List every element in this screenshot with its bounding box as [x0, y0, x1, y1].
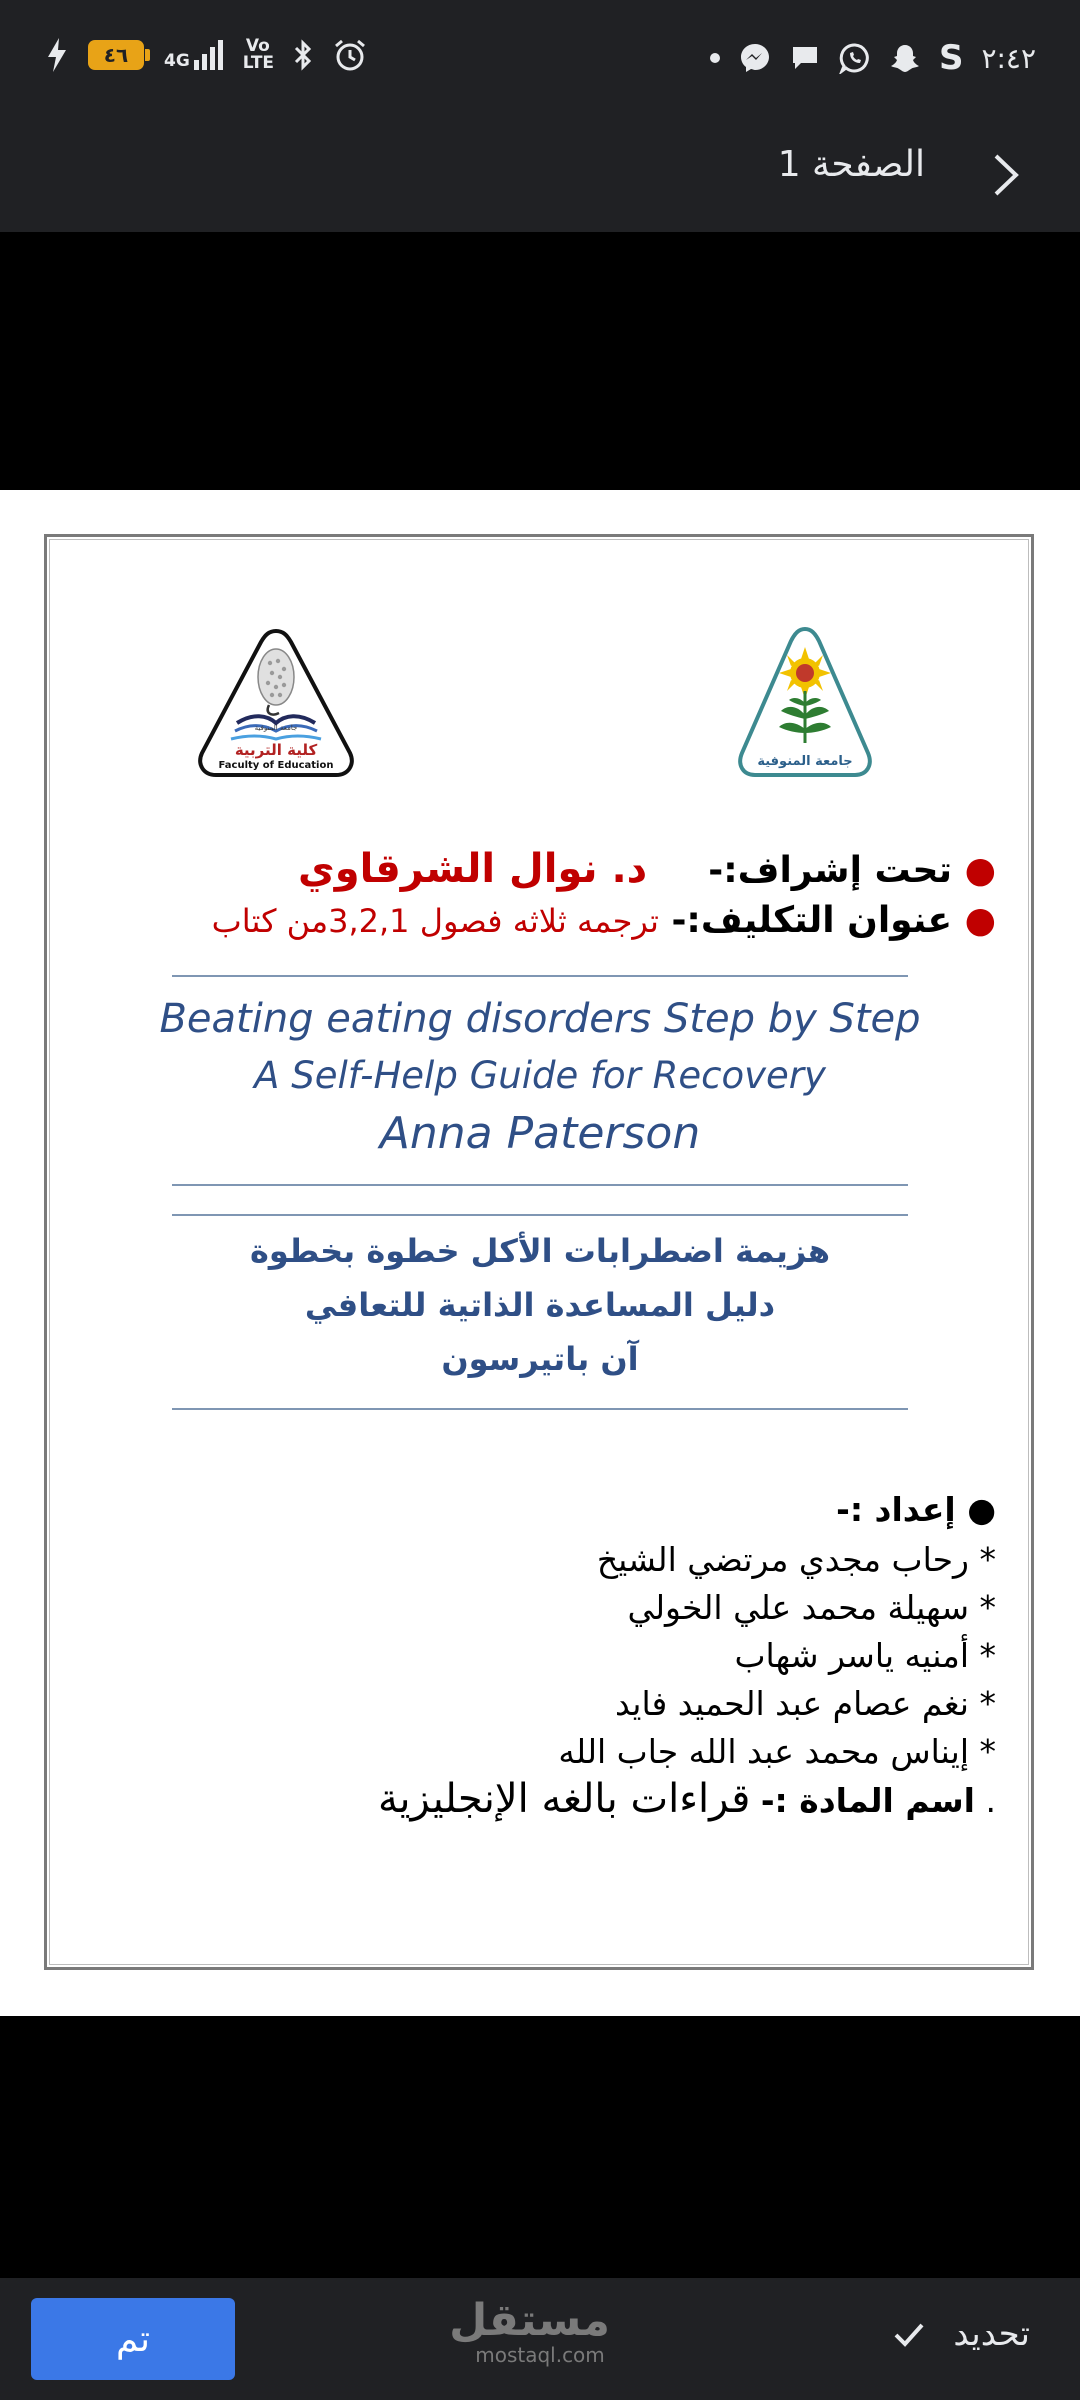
- dot-icon: [709, 52, 721, 64]
- preparer-item: * سهيلة محمد علي الخولي: [627, 1588, 996, 1627]
- checkmark-icon: [891, 2316, 927, 2352]
- divider: [172, 1184, 908, 1186]
- bullet-icon: ●: [964, 900, 996, 941]
- preparer-name: إيناس محمد عبد الله جاب الله: [558, 1732, 969, 1771]
- assignment-line: [212, 900, 996, 941]
- supervision-line: [298, 846, 996, 892]
- network-indicator: [164, 40, 223, 70]
- charging-bolt-icon: [46, 38, 68, 72]
- preparer-name: رحاب مجدي مرتضي الشيخ: [596, 1540, 969, 1579]
- viewer-header: [0, 120, 1080, 232]
- preparer-item: * إيناس محمد عبد الله جاب الله: [558, 1732, 996, 1771]
- prepared-by-line: [836, 1490, 996, 1529]
- watermark-arabic: مستقل: [449, 2295, 610, 2346]
- status-time: ٢:٤٢: [981, 41, 1036, 75]
- preparer-name: سهيلة محمد علي الخولي: [627, 1588, 969, 1627]
- arabic-title-line1: هزيمة اضطرابات الأكل خطوة بخطوة: [249, 1232, 830, 1270]
- bullet-icon: .: [985, 1781, 996, 1820]
- preparer-item: * نغم عصام عبد الحميد فايد: [614, 1684, 996, 1723]
- subject-line: [378, 1776, 996, 1822]
- english-title-line1: Beating eating disorders Step by Step: [159, 996, 921, 1042]
- watermark-english: mostaql.com: [475, 2343, 605, 2367]
- english-title-line2: A Self-Help Guide for Recovery: [254, 1054, 826, 1097]
- s-icon: S: [938, 38, 964, 78]
- supervision-label: تحت إشراف:-: [708, 850, 953, 891]
- arabic-title-line2: دليل المساعدة الذاتية للتعافي: [304, 1286, 776, 1324]
- battery-indicator: ٤٦: [88, 40, 144, 70]
- page-title: الصفحة 1: [777, 144, 925, 185]
- chevron-right-icon[interactable]: [982, 150, 1032, 200]
- status-bar: [0, 0, 1080, 120]
- snapchat-icon: [889, 42, 921, 74]
- bullet-icon: ●: [967, 1490, 996, 1529]
- assignment-label: عنوان التكليف:-: [671, 900, 953, 941]
- logo-left-arabic-text: كلية التربية: [234, 741, 318, 759]
- network-type: 4G: [164, 51, 190, 71]
- signal-icon: [194, 40, 223, 70]
- bottom-bar: [0, 2278, 1080, 2400]
- preparer-name: نغم عصام عبد الحميد فايد: [614, 1684, 969, 1723]
- preparer-item: * رحاب مجدي مرتضي الشيخ: [596, 1540, 996, 1579]
- volte-indicator: Vo LTE: [242, 36, 275, 73]
- supervisor-name: د. نوال الشرقاوي: [298, 846, 648, 892]
- logo-left-univ-text: جامعة المنوفية: [254, 724, 298, 732]
- messenger-icon: [739, 42, 771, 74]
- preparer-item: * أمنيه ياسر شهاب: [734, 1636, 996, 1675]
- bluetooth-icon: [293, 39, 313, 71]
- mostaql-watermark: [449, 2295, 610, 2367]
- logo-left-english-text: Faculty of Education: [218, 760, 334, 771]
- status-right: [709, 38, 1036, 78]
- status-left: [46, 38, 367, 72]
- menoufia-university-logo: [735, 625, 875, 783]
- prepared-by-label: إعداد :-: [836, 1490, 956, 1529]
- divider: [172, 1408, 908, 1410]
- select-label: تحديد: [953, 2314, 1030, 2354]
- assignment-value: ترجمه ثلاثه فصول 3,2,1من كتاب: [211, 902, 659, 940]
- logo-right-text: جامعة المنوفية: [757, 754, 853, 769]
- divider: [172, 975, 908, 977]
- done-button[interactable]: تم: [31, 2298, 235, 2380]
- bullet-icon: ●: [964, 850, 996, 891]
- subject-value: قراءات بالغه الإنجليزية: [377, 1776, 751, 1822]
- select-button[interactable]: [891, 2314, 1030, 2354]
- document-page[interactable]: [0, 490, 1080, 2016]
- arabic-author: آن باتيرسون: [441, 1340, 639, 1378]
- subject-label: اسم المادة :-: [760, 1781, 975, 1820]
- whatsapp-icon: [839, 42, 871, 74]
- faculty-of-education-logo: [195, 625, 357, 783]
- divider: [172, 1214, 908, 1216]
- alarm-icon: [333, 38, 367, 72]
- preparer-name: أمنيه ياسر شهاب: [734, 1636, 969, 1675]
- english-author: Anna Paterson: [379, 1108, 701, 1159]
- chat-icon: [789, 43, 821, 73]
